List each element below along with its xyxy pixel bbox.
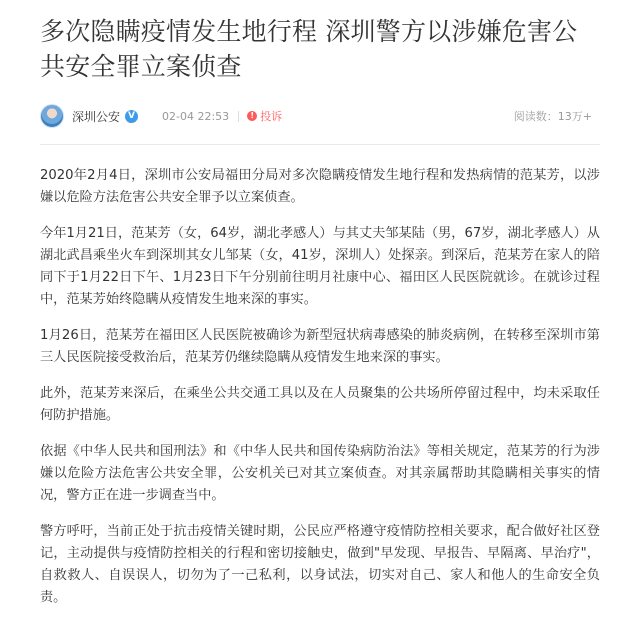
author-avatar[interactable] bbox=[40, 104, 64, 128]
report-icon[interactable]: ! bbox=[247, 111, 257, 121]
article-body bbox=[40, 145, 600, 609]
publish-time: 02-04 22:53 bbox=[162, 109, 230, 123]
article-paragraph: 1月26日，范某芳在福田区人民医院被确诊为新型冠状病毒感染的肺炎病例，在转移至深圳市第三人民医院接受救治后，范某芳仍继续隐瞒从疫情发生地来深的事实。 bbox=[40, 328, 600, 365]
meta-separator bbox=[238, 111, 239, 122]
article-title: 多次隐瞒疫情发生地行程 深圳警方以涉嫌危害公共安全罪立案侦查 bbox=[40, 17, 578, 81]
article-paragraph: 警方呼吁，当前正处于抗击疫情关键时期，公民应严格遵守疫情防控相关要求，配合做好社区登记，主动提供与疫情防控相关的行程和密切接触史，做到"早发现、早报告、早隔离、早治疗"，自救救人、自误误人，切勿为了一己私利，以身试法，切实对自己、家人和他人的生命安全负责。 bbox=[40, 524, 600, 605]
article-paragraph: 今年1月21日，范某芳（女，64岁，湖北孝感人）与其丈夫邹某陆（男，67岁，湖北孝感人）从湖北武昌乘坐火车到深圳其女儿邹某（女，41岁，深圳人）处探亲。到深后，范某芳在家人的陪同下于1月22日下午、1月23日下午分别前往明月社康中心、福田区人民医院就诊。在就诊过程中，范某芳始终隐瞒从疫情发生地来深的事实。 bbox=[40, 226, 600, 307]
author-name[interactable]: 深圳公安 bbox=[72, 109, 121, 124]
article-paragraph: 依据《中华人民共和国刑法》和《中华人民共和国传染病防治法》等相关规定，范某芳的行为涉嫌以危险方法危害公共安全罪，公安机关已对其立案侦查。对其亲属帮助其隐瞒相关事实的情况，警方正在进一步调查当中。 bbox=[40, 444, 600, 503]
report-link[interactable]: 投诉 bbox=[260, 110, 283, 123]
verified-badge-icon: V bbox=[125, 110, 138, 123]
article-paragraph: 此外，范某芳来深后，在乘坐公共交通工具以及在人员聚集的公共场所停留过程中，均未采取任何防护措施。 bbox=[40, 386, 600, 423]
article-paragraph: 2020年2月4日，深圳市公安局福田分局对多次隐瞒疫情发生地行程和发热病情的范某芳，以涉嫌以危险方法危害公共安全罪予以立案侦查。 bbox=[40, 168, 600, 205]
read-count: 阅读数：13万+ bbox=[513, 110, 592, 123]
article-meta bbox=[40, 98, 600, 134]
